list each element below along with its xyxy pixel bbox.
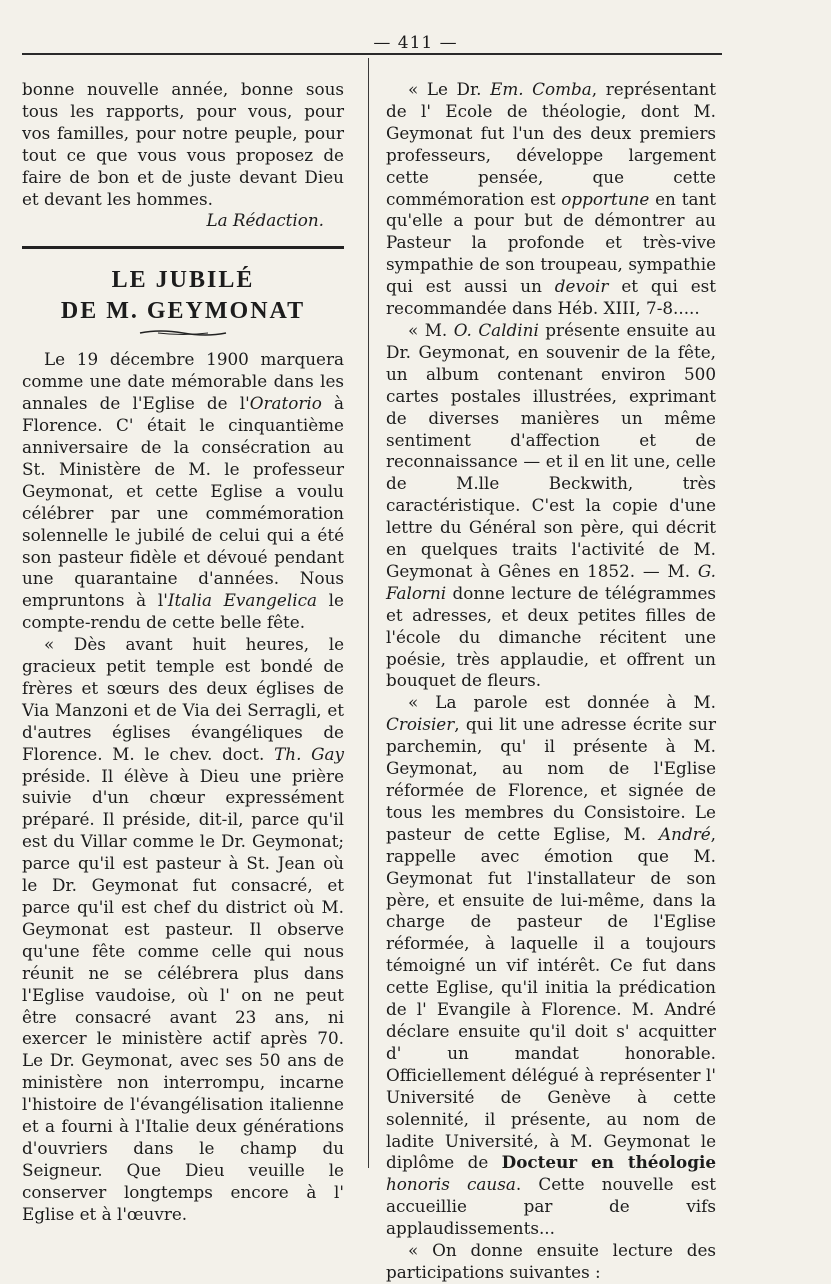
- header-rule: [22, 53, 722, 55]
- article-paragraph-2: « Dès avant huit heures, le gracieux petit temple est bondé de frères et sœurs des deux églises de Via Manzoni et de Via dei Serragli, et d'autres églises évangéliques de Florence. M. le chev. doct. Th. Gay préside. Il élève à Dieu une prière suivie d'un chœur expressément préparé. Il préside, dit-il, parce qu'il est du Villar comme le Dr. Geymonat; parce qu'il est pasteur à St. Jean où le Dr. Geymonat fut consacré, et parce qu'il est chef du district où M. Geymonat est pasteur. Il observe qu'une fête comme celle qui nous réunit ne se célébrera plus dans l'Eglise vaudoise, où l' on ne peut être consacré avant 23 ans, ni exercer le ministère actif après 70. Le Dr. Geymonat, avec ses 50 ans de ministère non interrompu, incarne l'histoire de l'évangélisation italienne et a fourni à l'Italie deux générations d'ouvriers dans le champ du Seigneur. Que Dieu veuille le conserver longtemps encore à l' Eglise et à l'œuvre.: [22, 634, 344, 1224]
- column-divider: [368, 58, 369, 1168]
- article-title-line2: DE M. GEYMONAT: [60, 298, 306, 325]
- left-column: [22, 79, 344, 1226]
- article-paragraph-1: Le 19 décembre 1900 marquera comme une date mémorable dans les annales de l'Eglise de l'Oratorio à Florence. C' était le cinquantième anniversaire de la consécration au St. Ministère de M. le professeur Geymonat, et cette Eglise a voulu célébrer par une commémoration solennelle le jubilé de celui qui a été son pasteur fidèle et dévoué pendant une quarantaine d'années. Nous empruntons à l'Italia Evangelica le compte-rendu de cette belle fête.: [22, 349, 344, 633]
- title-ornament-icon: [138, 329, 228, 337]
- page-number: — 411 —: [373, 33, 458, 53]
- article-title-line1: LE JUBILÉ: [111, 267, 255, 294]
- closing-paragraph: bonne nouvelle année, bonne sous tous les rapports, pour vous, pour vos familles, pour notre peuple, pour tout ce que vous vous proposez de faire de bon et de juste devant Dieu et devant les hommes.: [22, 79, 344, 209]
- article-paragraph-5: « La parole est donnée à M. Croisier, qui lit une adresse écrite sur parchemin, qu' il présente à M. Geymonat, au nom de l'Eglise réformée de Florence, et signée de tous les membres du Consistoire. Le pasteur de cette Eglise, M. André, rappelle avec émotion que M. Geymonat fut l'installateur de son père, et ensuite de lui-même, dans la charge de pasteur de l'Eglise réformée, à laquelle il a toujours témoigné un vif intérêt. Ce fut dans cette Eglise, qu'il initia la prédication de l' Evangile à Florence. M. André déclare ensuite qu'il doit s' acquitter d' un mandat honorable. Officiellement délégué à représenter l' Université de Genève à cette solennité, il présente, au nom de ladite Université, à M. Geymonat le diplôme de Docteur en théologie honoris causa. Cette nouvelle est accueillie par de vifs applaudissements...: [386, 692, 716, 1239]
- signature: La Rédaction.: [206, 210, 324, 231]
- article-paragraph-3: « Le Dr. Em. Comba, représentant de l' Ecole de théologie, dont M. Geymonat fut l'un des deux premiers professeurs, développe largement cette pensée, que cette commémoration est opportune en tant qu'elle a pour but de démontrer au Pasteur la profonde et très-vive sympathie de son troupeau, sympathie qui est aussi un devoir et qui est recommandée dans Héb. XIII, 7-8.....: [386, 79, 717, 319]
- section-rule: [22, 246, 344, 249]
- article-paragraph-4: « M. O. Caldini présente ensuite au Dr. Geymonat, en souvenir de la fête, un album contenant environ 500 cartes postales illustrées, exprimant de diverses manières un même sentiment d'affection et de reconnaissance — et il en lit une, celle de M.lle Beckwith, très caractéristique. C'est la copie d'une lettre du Général son père, qui décrit en quelques traits l'activité de M. Geymonat à Gênes en 1852. — M. G. Falorni donne lecture de télégrammes et adresses, et deux petites filles de l'école du dimanche récitent une poésie, très applaudie, et offrent un bouquet de fleurs.: [386, 319, 716, 691]
- right-column: [386, 79, 716, 1284]
- article-paragraph-6: « On donne ensuite lecture des participations suivantes :: [386, 1240, 716, 1282]
